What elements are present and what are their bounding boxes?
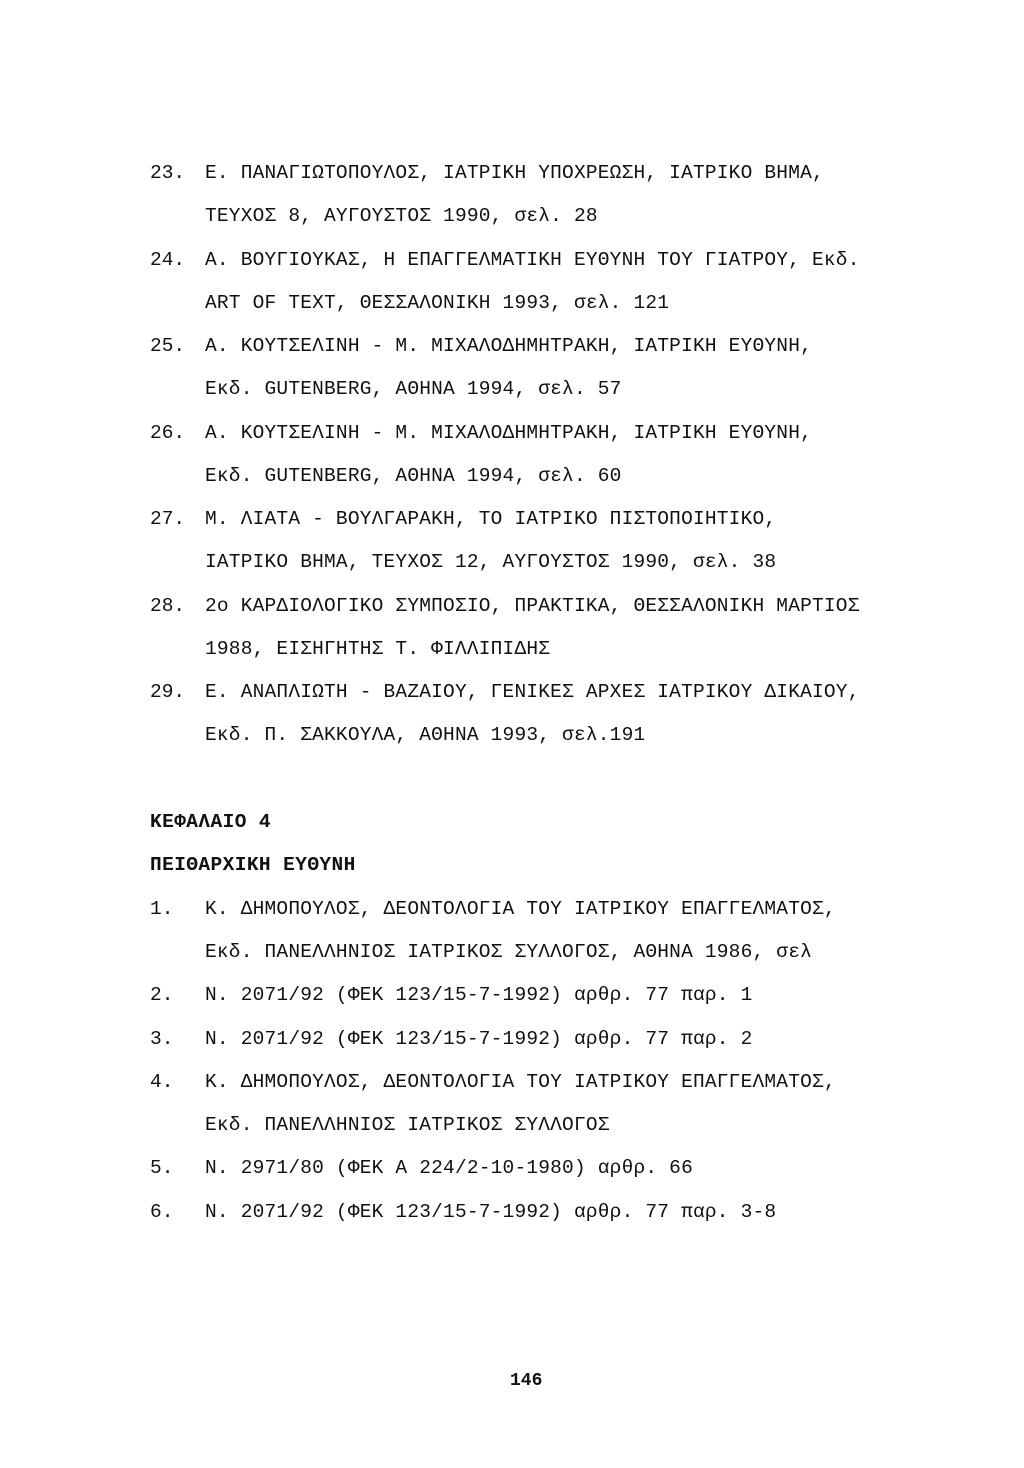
reference-number: 6. bbox=[150, 1201, 174, 1223]
reference-line: Α. ΒΟΥΓΙΟΥΚΑΣ, Η ΕΠΑΓΓΕΛΜΑΤΙΚΗ ΕΥΘΥΝΗ ΤΟΥ ΓΙΑΤΡΟΥ, Εκδ. bbox=[205, 249, 860, 271]
reference-line: Ν. 2071/92 (ΦΕΚ 123/15-7-1992) αρθρ. 77 παρ. 2 bbox=[205, 1028, 753, 1050]
reference-line: Ν. 2071/92 (ΦΕΚ 123/15-7-1992) αρθρ. 77 παρ. 1 bbox=[205, 984, 753, 1006]
reference-line: 2ο ΚΑΡΔΙΟΛΟΓΙΚΟ ΣΥΜΠΟΣΙΟ, ΠΡΑΚΤΙΚΑ, ΘΕΣΣΑΛΟΝΙΚΗ ΜΑΡΤΙΟΣ bbox=[205, 595, 860, 617]
reference-line: Εκδ. GUTENBERG, ΑΘΗΝΑ 1994, σελ. 60 bbox=[205, 465, 622, 487]
reference-number: 3. bbox=[150, 1028, 174, 1050]
reference-number: 24. bbox=[150, 249, 186, 271]
reference-number: 28. bbox=[150, 595, 186, 617]
chapter-subtitle: ΠΕΙΘΑΡΧΙΚΗ ΕΥΘΥΝΗ bbox=[150, 854, 356, 876]
reference-line: ART OF TEXT, ΘΕΣΣΑΛΟΝΙΚΗ 1993, σελ. 121 bbox=[205, 292, 670, 314]
reference-line: 1988, ΕΙΣΗΓΗΤΗΣ Τ. ΦΙΛΛΙΠΙΔΗΣ bbox=[205, 638, 551, 660]
reference-number: 1. bbox=[150, 898, 174, 920]
reference-line: Α. ΚΟΥΤΣΕΛΙΝΗ - Μ. ΜΙΧΑΛΟΔΗΜΗΤΡΑΚΗ, ΙΑΤΡΙΚΗ ΕΥΘΥΝΗ, bbox=[205, 335, 812, 357]
page-number: 146 bbox=[510, 1371, 543, 1391]
reference-line: Εκδ. Π. ΣΑΚΚΟΥΛΑ, ΑΘΗΝΑ 1993, σελ.191 bbox=[205, 724, 646, 746]
reference-line: Ν. 2971/80 (ΦΕΚ Α 224/2-10-1980) αρθρ. 66 bbox=[205, 1157, 693, 1179]
reference-line: ΤΕΥΧΟΣ 8, ΑΥΓΟΥΣΤΟΣ 1990, σελ. 28 bbox=[205, 205, 598, 227]
reference-number: 27. bbox=[150, 508, 186, 530]
chapter-title: ΚΕΦΑΛΑΙΟ 4 bbox=[150, 811, 272, 833]
reference-line: Κ. ΔΗΜΟΠΟΥΛΟΣ, ΔΕΟΝΤΟΛΟΓΙΑ ΤΟΥ ΙΑΤΡΙΚΟΥ ΕΠΑΓΓΕΛΜΑΤΟΣ, bbox=[205, 1071, 836, 1093]
reference-line: Μ. ΛΙΑΤΑ - ΒΟΥΛΓΑΡΑΚΗ, ΤΟ ΙΑΤΡΙΚΟ ΠΙΣΤΟΠΟΙΗΤΙΚΟ, bbox=[205, 508, 777, 530]
reference-line: Εκδ. ΠΑΝΕΛΛΗΝΙΟΣ ΙΑΤΡΙΚΟΣ ΣΥΛΛΟΓΟΣ bbox=[205, 1114, 610, 1136]
reference-number: 23. bbox=[150, 162, 186, 184]
reference-number: 26. bbox=[150, 422, 186, 444]
reference-line: Ν. 2071/92 (ΦΕΚ 123/15-7-1992) αρθρ. 77 παρ. 3-8 bbox=[205, 1201, 777, 1223]
reference-number: 2. bbox=[150, 984, 174, 1006]
reference-number: 5. bbox=[150, 1157, 174, 1179]
reference-line: Κ. ΔΗΜΟΠΟΥΛΟΣ, ΔΕΟΝΤΟΛΟΓΙΑ ΤΟΥ ΙΑΤΡΙΚΟΥ ΕΠΑΓΓΕΛΜΑΤΟΣ, bbox=[205, 898, 836, 920]
reference-line: Α. ΚΟΥΤΣΕΛΙΝΗ - Μ. ΜΙΧΑΛΟΔΗΜΗΤΡΑΚΗ, ΙΑΤΡΙΚΗ ΕΥΘΥΝΗ, bbox=[205, 422, 812, 444]
reference-line: ΙΑΤΡΙΚΟ ΒΗΜΑ, ΤΕΥΧΟΣ 12, ΑΥΓΟΥΣΤΟΣ 1990, σελ. 38 bbox=[205, 551, 777, 573]
reference-number: 4. bbox=[150, 1071, 174, 1093]
reference-line: Ε. ΑΝΑΠΛΙΩΤΗ - ΒΑΖΑΙΟΥ, ΓΕΝΙΚΕΣ ΑΡΧΕΣ ΙΑΤΡΙΚΟΥ ΔΙΚΑΙΟΥ, bbox=[205, 681, 860, 703]
reference-number: 25. bbox=[150, 335, 186, 357]
reference-number: 29. bbox=[150, 681, 186, 703]
reference-line: Ε. ΠΑΝΑΓΙΩΤΟΠΟΥΛΟΣ, ΙΑΤΡΙΚΗ ΥΠΟΧΡΕΩΣΗ, ΙΑΤΡΙΚΟ ΒΗΜΑ, bbox=[205, 162, 824, 184]
reference-line: Εκδ. ΠΑΝΕΛΛΗΝΙΟΣ ΙΑΤΡΙΚΟΣ ΣΥΛΛΟΓΟΣ, ΑΘΗΝΑ 1986, σελ bbox=[205, 941, 812, 963]
reference-line: Εκδ. GUTENBERG, ΑΘΗΝΑ 1994, σελ. 57 bbox=[205, 378, 622, 400]
